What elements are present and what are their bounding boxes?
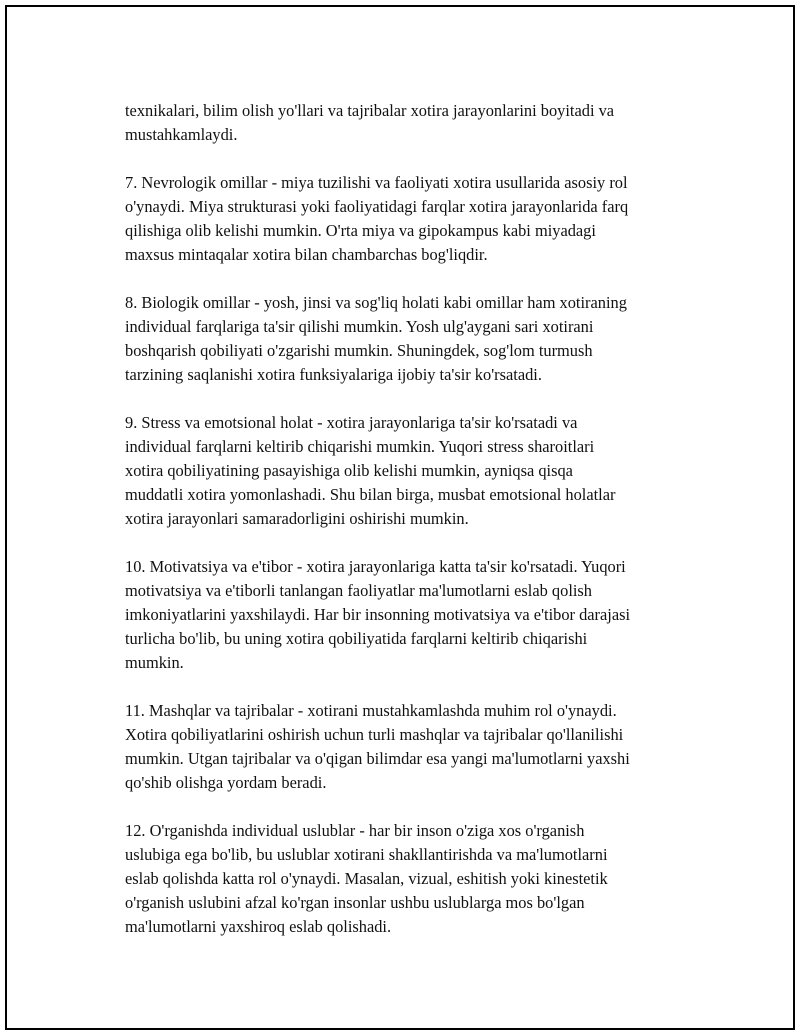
- text-line: turlicha bo'lib, bu uning xotira qobiliyatida farqlarni keltirib chiqarishi: [125, 629, 588, 648]
- text-line: mumkin.: [125, 653, 184, 672]
- paragraph-item-11: [125, 699, 695, 795]
- text-line: 8. Biologik omillar - yosh, jinsi va sog'liq holati kabi omillar ham xotiraning: [125, 293, 627, 312]
- text-line: o'rganish uslubini afzal ko'rgan insonlar ushbu uslublarga mos bo'lgan: [125, 893, 585, 912]
- text-line: xotira qobiliyatining pasayishiga olib kelishi mumkin, ayniqsa qisqa: [125, 461, 573, 480]
- text-line: uslubiga ega bo'lib, bu uslublar xotirani shakllantirishda va ma'lumotlarni: [125, 845, 608, 864]
- paragraph-item-10: [125, 555, 695, 675]
- text-line: 12. O'rganishda individual uslublar - har bir inson o'ziga xos o'rganish: [125, 821, 585, 840]
- text-line: 10. Motivatsiya va e'tibor - xotira jarayonlariga katta ta'sir ko'rsatadi. Yuqori: [125, 557, 626, 576]
- text-line: mumkin. Utgan tajribalar va o'qigan bilimdar esa yangi ma'lumotlarni yaxshi: [125, 749, 630, 768]
- text-line: maxsus mintaqalar xotira bilan chambarchas bog'liqdir.: [125, 245, 488, 264]
- text-line: muddatli xotira yomonlashadi. Shu bilan birga, musbat emotsional holatlar: [125, 485, 616, 504]
- text-line: mustahkamlaydi.: [125, 125, 238, 144]
- paragraph-continuation: [125, 99, 695, 147]
- document-body: [125, 99, 695, 963]
- text-line: eslab qolishda katta rol o'ynaydi. Masalan, vizual, eshitish yoki kinestetik: [125, 869, 608, 888]
- text-line: ma'lumotlarni yaxshiroq eslab qolishadi.: [125, 917, 392, 936]
- text-line: qilishiga olib kelishi mumkin. O'rta miya va gipokampus kabi miyadagi: [125, 221, 596, 240]
- text-line: tarzining saqlanishi xotira funksiyalariga ijobiy ta'sir ko'rsatadi.: [125, 365, 542, 384]
- text-line: boshqarish qobiliyati o'zgarishi mumkin. Shuningdek, sog'lom turmush: [125, 341, 593, 360]
- text-line: 7. Nevrologik omillar - miya tuzilishi va faoliyati xotira usullarida asosiy rol: [125, 173, 628, 192]
- paragraph-item-7: [125, 171, 695, 267]
- text-line: xotira jarayonlari samaradorligini oshirishi mumkin.: [125, 509, 469, 528]
- page-frame: [5, 5, 795, 1030]
- paragraph-item-8: [125, 291, 695, 387]
- text-line: texnikalari, bilim olish yo'llari va tajribalar xotira jarayonlarini boyitadi va: [125, 101, 615, 120]
- text-line: qo'shib olishga yordam beradi.: [125, 773, 327, 792]
- text-line: motivatsiya va e'tiborli tanlangan faoliyatlar ma'lumotlarni eslab qolish: [125, 581, 592, 600]
- text-line: individual farqlariga ta'sir qilishi mumkin. Yosh ulg'aygani sari xotirani: [125, 317, 594, 336]
- paragraph-item-12: [125, 819, 695, 939]
- text-line: o'ynaydi. Miya strukturasi yoki faoliyatidagi farqlar xotira jarayonlarida farq: [125, 197, 629, 216]
- text-line: 9. Stress va emotsional holat - xotira jarayonlariga ta'sir ko'rsatadi va: [125, 413, 578, 432]
- paragraph-item-9: [125, 411, 695, 531]
- text-line: individual farqlarni keltirib chiqarishi mumkin. Yuqori stress sharoitlari: [125, 437, 595, 456]
- text-line: imkoniyatlarini yaxshilaydi. Har bir insonning motivatsiya va e'tibor darajasi: [125, 605, 631, 624]
- text-line: 11. Mashqlar va tajribalar - xotirani mustahkamlashda muhim rol o'ynaydi.: [125, 701, 617, 720]
- text-line: Xotira qobiliyatlarini oshirish uchun turli mashqlar va tajribalar qo'llanilishi: [125, 725, 624, 744]
